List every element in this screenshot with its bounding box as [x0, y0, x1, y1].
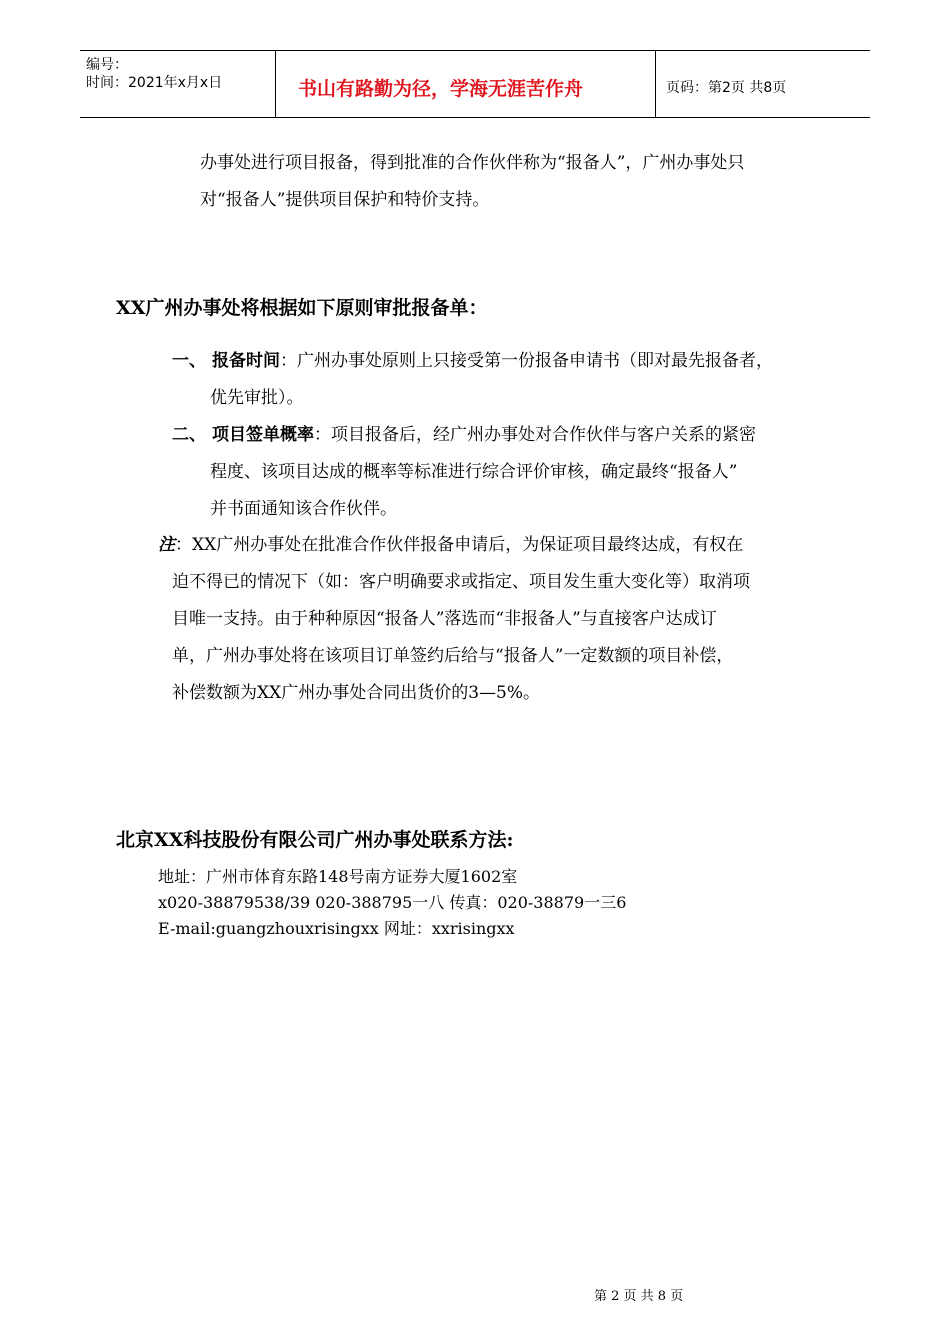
header-divider: [275, 51, 276, 117]
intro-line: 对“报备人”提供项目保护和特价支持。: [200, 190, 490, 210]
contact-address: 地址：广州市体育东路148号南方证券大厦1602室: [158, 867, 518, 886]
note-text: 单，广州办事处将在该项目订单签约后给与“报备人”一定数额的项目补偿，: [172, 646, 734, 666]
contact-phone: x020-38879538/39 020-388795一八 传真：020-38879一三6: [158, 893, 627, 912]
contact-email: E-mail:guangzhouxrisingxx 网址：xxrisingxx: [158, 919, 515, 938]
header-motto: 书山有路勤为径，学海无涯苦作舟: [298, 78, 584, 100]
principles-heading: XX广州办事处将根据如下原则审批报备单：: [116, 297, 488, 319]
contact-heading: 北京XX科技股份有限公司广州办事处联系方法:: [116, 829, 514, 851]
page-footer: 第 2 页 共 8 页: [594, 1289, 684, 1304]
principle-item: [172, 346, 773, 371]
principle-text: ：项目报备后，经广州办事处对合作伙伴与客户关系的紧密: [314, 425, 756, 445]
principle-text: ：广州办事处原则上只接受第一份报备申请书（即对最先报备者，: [280, 351, 773, 371]
note-text: 迫不得已的情况下（如：客户明确要求或指定、项目发生重大变化等）取消项: [172, 572, 750, 592]
principle-number: 一、: [172, 351, 206, 371]
header-page-label: 页码：第2页 共8页: [666, 80, 787, 96]
principle-title: 报备时间: [212, 351, 280, 371]
principle-text: 程度、该项目达成的概率等标准进行综合评价审核，确定最终“报备人”: [210, 462, 738, 482]
note-text: 补偿数额为XX广州办事处合同出货价的3—5%。: [172, 683, 540, 703]
principle-text: 并书面通知该合作伙伴。: [210, 499, 397, 519]
page-header: [80, 50, 870, 118]
principle-title: 项目签单概率: [212, 425, 314, 445]
note-mark: 注: [158, 535, 175, 555]
header-time-label: 时间：2021年x月x日: [86, 75, 223, 91]
intro-line: 办事处进行项目报备，得到批准的合作伙伴称为“报备人”，广州办事处只: [200, 153, 745, 173]
principle-text: 优先审批）。: [210, 388, 304, 408]
note-text: ：XX广州办事处在批准合作伙伴报备申请后，为保证项目最终达成，有权在: [175, 535, 744, 555]
principle-item: [172, 420, 756, 445]
header-number-label: 编号：: [86, 57, 128, 73]
note-first-line: [158, 530, 743, 555]
note-text: 目唯一支持。由于种种原因“报备人”落选而“非报备人”与直接客户达成订: [172, 609, 717, 629]
principle-number: 二、: [172, 425, 206, 445]
header-divider: [655, 51, 656, 117]
